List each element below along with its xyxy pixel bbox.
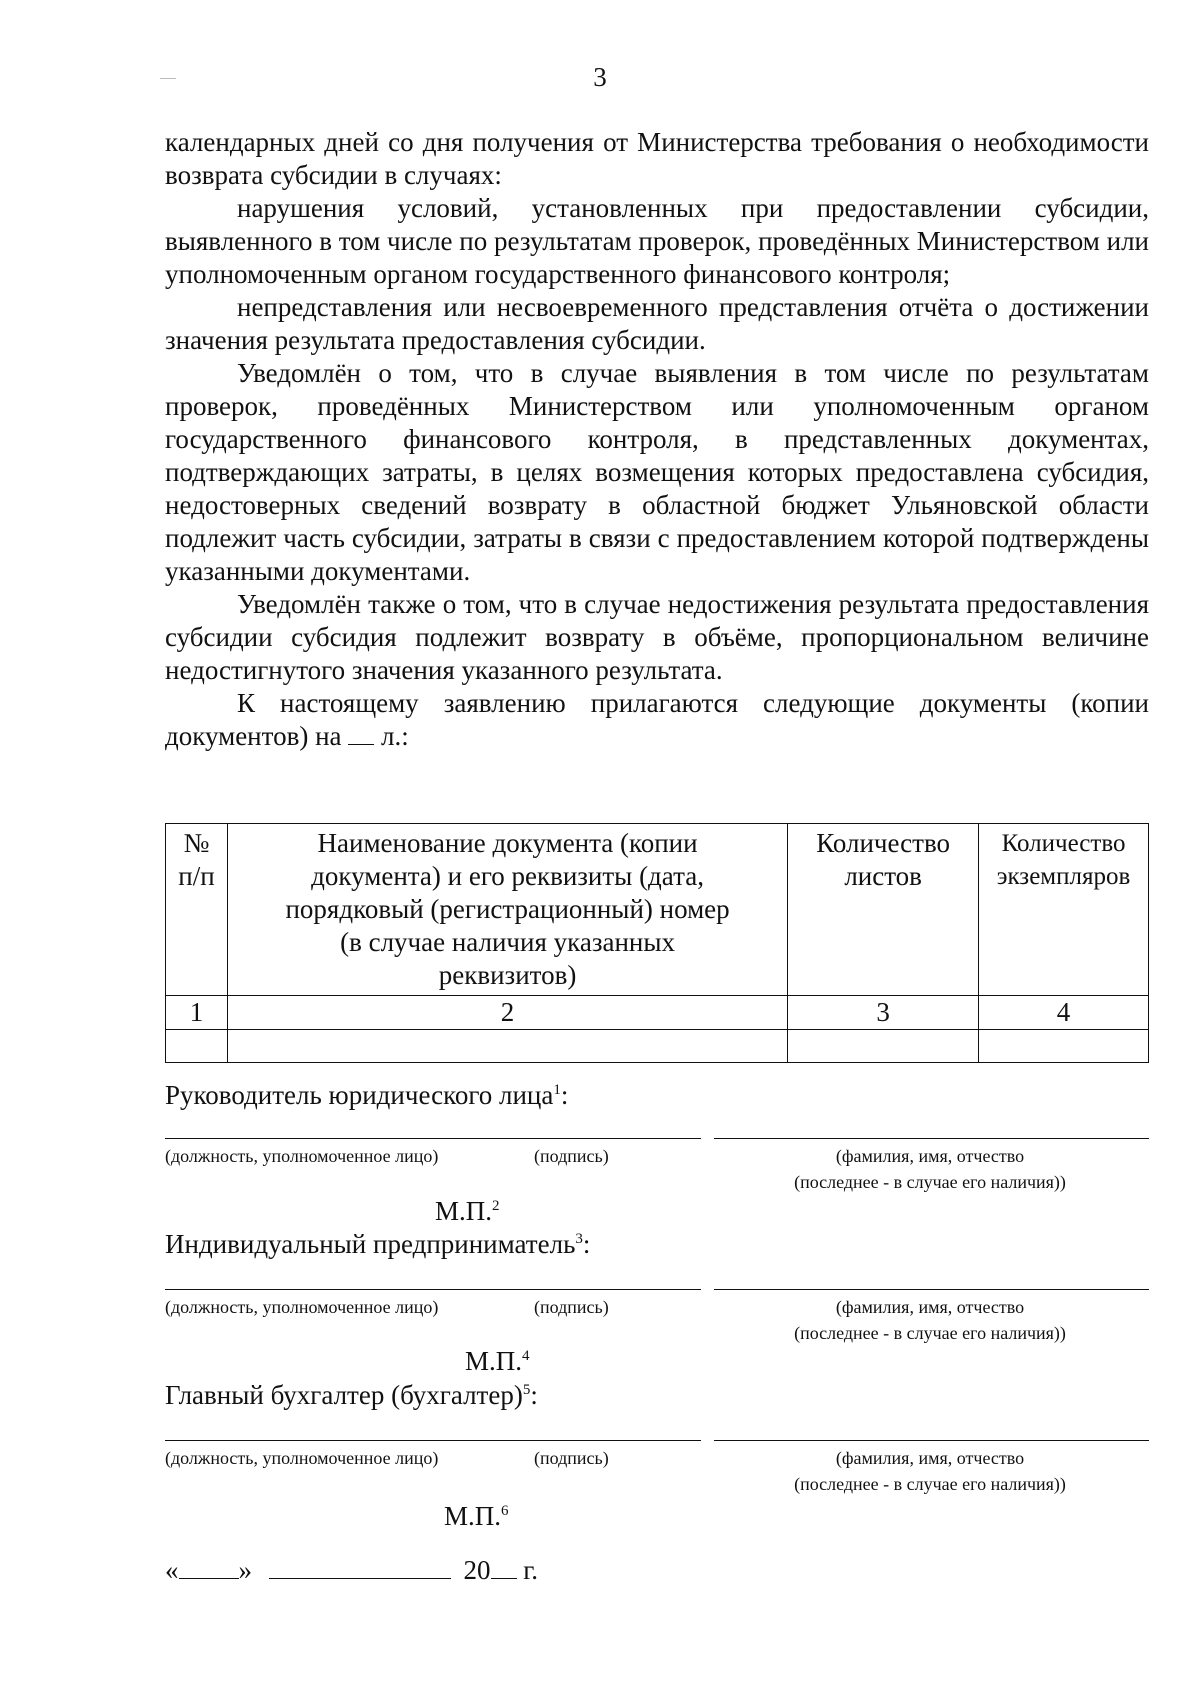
position-signature-line[interactable]	[165, 1138, 701, 1139]
name-caption: (фамилия, имя, отчество	[835, 1297, 1025, 1317]
signature-caption: (подпись)	[534, 1448, 609, 1468]
position-caption: (должность, уполномоченное лицо)	[165, 1146, 439, 1166]
position-caption: (должность, уполномоченное лицо)	[165, 1297, 439, 1317]
name-caption-note: (последнее - в случае его наличия))	[794, 1474, 1066, 1494]
attachments-paragraph	[165, 687, 1149, 753]
header-number: № п/п	[166, 824, 228, 996]
table-cell[interactable]	[227, 1030, 787, 1063]
column-number: 3	[788, 996, 979, 1030]
column-number: 1	[166, 996, 228, 1030]
header-document-name: Наименование документа (копии документа) и его реквизиты (дата, порядковый (регистрационный) номер (в случае наличия указанных реквизитов)	[227, 824, 787, 996]
seal-mark: М.П.$^6$	[444, 1501, 509, 1531]
body-text	[165, 126, 1149, 753]
seal-mark: М.П.$^2$	[435, 1196, 500, 1226]
full-name-line[interactable]	[714, 1440, 1149, 1441]
paragraph: календарных дней со дня получения от Министерства требования о необходимости возврата субсидии в случаях:	[165, 127, 1149, 190]
signature-title-entrepreneur: Индивидуальный предприниматель$^3$:	[165, 1229, 591, 1259]
header-copies: Количество экземпляров	[979, 824, 1149, 996]
table-cell[interactable]	[788, 1030, 979, 1063]
table-cell[interactable]	[979, 1030, 1149, 1063]
year-blank[interactable]	[491, 1556, 517, 1579]
table-numbering-row	[166, 996, 1149, 1030]
year-suffix: г.	[523, 1555, 539, 1585]
position-signature-line[interactable]	[165, 1289, 701, 1290]
signature-caption: (подпись)	[534, 1146, 609, 1166]
table-cell[interactable]	[166, 1030, 228, 1063]
table-header-row	[166, 824, 1149, 996]
date-close-quote: »	[238, 1555, 252, 1585]
paragraph: непредставления или несвоевременного представления отчёта о достижении значения результата предоставления субсидии.	[165, 292, 1149, 355]
name-caption: (фамилия, имя, отчество	[835, 1146, 1025, 1166]
name-caption-note: (последнее - в случае его наличия))	[794, 1323, 1066, 1343]
table-row	[166, 1030, 1149, 1063]
date-open-quote: «	[165, 1555, 179, 1585]
day-blank[interactable]	[179, 1556, 239, 1579]
month-blank[interactable]	[269, 1556, 451, 1579]
position-signature-line[interactable]	[165, 1440, 701, 1441]
name-caption: (фамилия, имя, отчество	[835, 1448, 1025, 1468]
sheets-count-blank[interactable]	[348, 724, 374, 745]
column-number: 2	[227, 996, 787, 1030]
signature-caption: (подпись)	[534, 1297, 609, 1317]
position-caption: (должность, уполномоченное лицо)	[165, 1448, 439, 1468]
header-sheets: Количество листов	[788, 824, 979, 996]
paragraph: Уведомлён также о том, что в случае недостижения результата предоставления субсидии субсидия подлежит возврату в объёме, пропорциональном величине недостигнутого значения указанного результата.	[165, 589, 1149, 685]
name-caption-note: (последнее - в случае его наличия))	[794, 1172, 1066, 1192]
signature-title-head: Руководитель юридического лица$^1$:	[165, 1080, 569, 1110]
full-name-line[interactable]	[714, 1289, 1149, 1290]
column-number: 4	[979, 996, 1149, 1030]
full-name-line[interactable]	[714, 1138, 1149, 1139]
date-line	[165, 1555, 538, 1586]
paragraph: нарушения условий, установленных при предоставлении субсидии, выявленного в том числе по результатам проверок, проведённых Министерством или уполномоченным органом государственного финансового контроля;	[165, 193, 1149, 289]
signature-title-accountant: Главный бухгалтер (бухгалтер)$^5$:	[165, 1380, 538, 1410]
attachments-text: К настоящему заявлению прилагаются следующие документы (копии документов) на	[165, 688, 1149, 751]
page-number: 3	[593, 62, 607, 92]
seal-mark: М.П.$^4$	[465, 1346, 530, 1376]
paragraph: Уведомлён о том, что в случае выявления в том числе по результатам проверок, проведённых Министерством или уполномоченным органом государственного финансового контроля, в представленных документах, подтверждающих затраты, в целях возмещения которых предоставлена субсидия, недостоверных сведений возврату в областной бюджет Ульяновской области подлежит часть субсидии, затраты в связи с предоставлением которой подтверждены указанными документами.	[165, 358, 1149, 586]
year-prefix: 20	[463, 1555, 491, 1585]
attachments-suffix: л.:	[381, 721, 409, 751]
documents-table	[165, 823, 1149, 1063]
